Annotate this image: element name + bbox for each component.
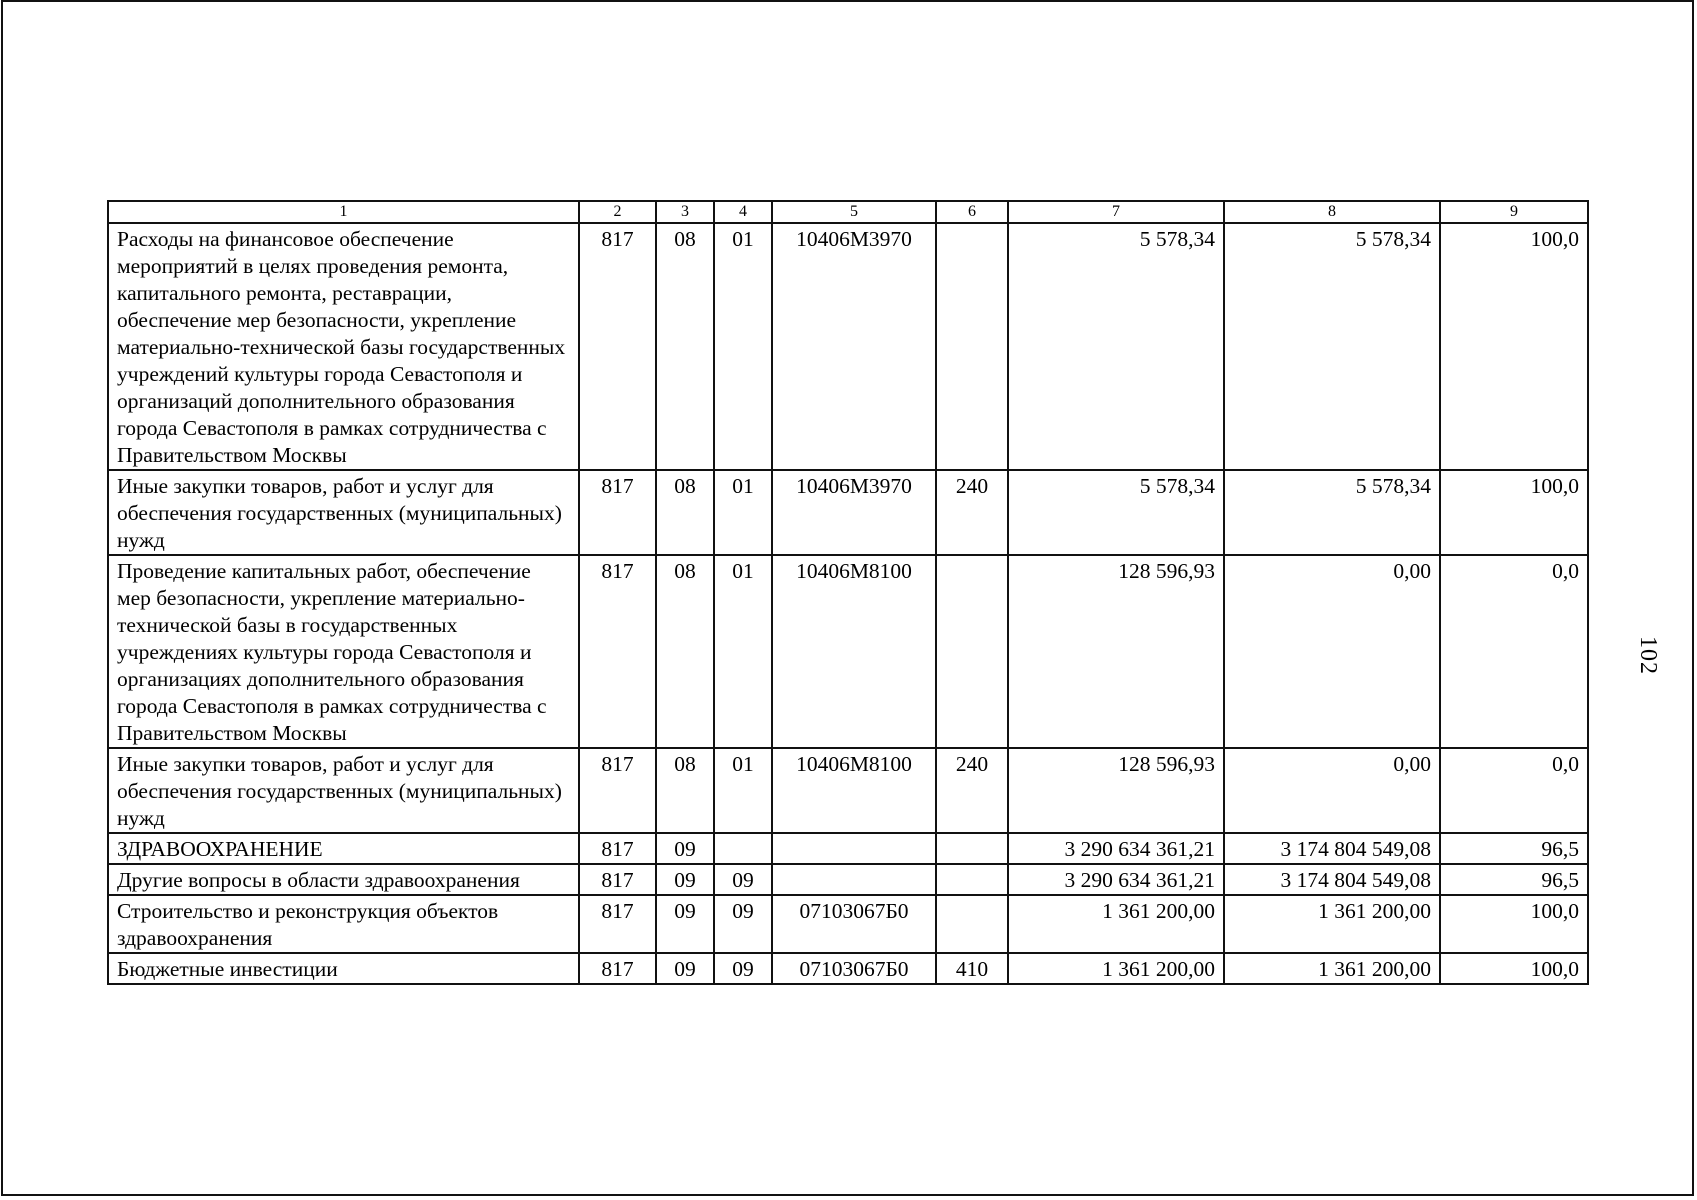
section-code: 08 xyxy=(656,470,714,555)
row-name: Другие вопросы в области здравоохранения xyxy=(108,864,579,895)
section-code: 08 xyxy=(656,748,714,833)
subsection-code: 09 xyxy=(714,953,772,984)
row-name: Иные закупки товаров, работ и услуг для обеспечения государственных (муниципальных) нужд xyxy=(108,470,579,555)
target-article-code xyxy=(772,833,936,864)
column-number: 6 xyxy=(936,201,1008,223)
ved-code: 817 xyxy=(579,864,656,895)
section-code: 09 xyxy=(656,895,714,953)
target-article-code: 10406М8100 xyxy=(772,748,936,833)
section-code: 08 xyxy=(656,223,714,470)
plan-amount: 128 596,93 xyxy=(1008,748,1224,833)
plan-amount: 5 578,34 xyxy=(1008,223,1224,470)
target-article-code xyxy=(772,864,936,895)
section-code: 09 xyxy=(656,833,714,864)
ved-code: 817 xyxy=(579,833,656,864)
plan-amount: 3 290 634 361,21 xyxy=(1008,864,1224,895)
table-row xyxy=(108,833,1588,864)
row-name: Иные закупки товаров, работ и услуг для обеспечения государственных (муниципальных) нужд xyxy=(108,748,579,833)
target-article-code: 10406М8100 xyxy=(772,555,936,748)
subsection-code xyxy=(714,833,772,864)
execution-percent: 100,0 xyxy=(1440,953,1588,984)
row-name: Бюджетные инвестиции xyxy=(108,953,579,984)
ved-code: 817 xyxy=(579,555,656,748)
column-number: 7 xyxy=(1008,201,1224,223)
expense-type-code xyxy=(936,555,1008,748)
row-name: Проведение капитальных работ, обеспечение мер безопасности, укрепление материально-технической базы в государственных учреждениях культуры города Севастополя и организациях дополнительного образования города Севастополя в рамках сотрудничества с Правительством Москвы xyxy=(108,555,579,748)
execution-percent: 100,0 xyxy=(1440,895,1588,953)
execution-percent: 96,5 xyxy=(1440,833,1588,864)
table-row xyxy=(108,895,1588,953)
column-number-row xyxy=(108,201,1588,223)
row-name: Строительство и реконструкция объектов здравоохранения xyxy=(108,895,579,953)
expense-type-code: 410 xyxy=(936,953,1008,984)
ved-code: 817 xyxy=(579,223,656,470)
expense-type-code xyxy=(936,833,1008,864)
subsection-code: 01 xyxy=(714,555,772,748)
section-code: 09 xyxy=(656,864,714,895)
execution-percent: 96,5 xyxy=(1440,864,1588,895)
target-article-code: 07103067Б0 xyxy=(772,895,936,953)
execution-percent: 0,0 xyxy=(1440,555,1588,748)
subsection-code: 01 xyxy=(714,223,772,470)
ved-code: 817 xyxy=(579,953,656,984)
page-number: 102 xyxy=(1635,636,1661,675)
fact-amount: 1 361 200,00 xyxy=(1224,895,1440,953)
expense-type-code xyxy=(936,223,1008,470)
table-row xyxy=(108,953,1588,984)
column-number: 5 xyxy=(772,201,936,223)
execution-percent: 100,0 xyxy=(1440,470,1588,555)
ved-code: 817 xyxy=(579,748,656,833)
fact-amount: 5 578,34 xyxy=(1224,223,1440,470)
plan-amount: 1 361 200,00 xyxy=(1008,953,1224,984)
section-code: 09 xyxy=(656,953,714,984)
section-code: 08 xyxy=(656,555,714,748)
table-row xyxy=(108,223,1588,470)
plan-amount: 1 361 200,00 xyxy=(1008,895,1224,953)
target-article-code: 07103067Б0 xyxy=(772,953,936,984)
plan-amount: 3 290 634 361,21 xyxy=(1008,833,1224,864)
budget-table xyxy=(107,200,1589,985)
column-number: 4 xyxy=(714,201,772,223)
fact-amount: 0,00 xyxy=(1224,555,1440,748)
row-name: ЗДРАВООХРАНЕНИЕ xyxy=(108,833,579,864)
column-number: 8 xyxy=(1224,201,1440,223)
target-article-code: 10406М3970 xyxy=(772,223,936,470)
subsection-code: 01 xyxy=(714,470,772,555)
column-number: 1 xyxy=(108,201,579,223)
fact-amount: 3 174 804 549,08 xyxy=(1224,833,1440,864)
table-row xyxy=(108,470,1588,555)
expense-type-code: 240 xyxy=(936,748,1008,833)
column-number: 2 xyxy=(579,201,656,223)
subsection-code: 09 xyxy=(714,895,772,953)
ved-code: 817 xyxy=(579,470,656,555)
target-article-code: 10406М3970 xyxy=(772,470,936,555)
expense-type-code xyxy=(936,864,1008,895)
column-number: 3 xyxy=(656,201,714,223)
fact-amount: 1 361 200,00 xyxy=(1224,953,1440,984)
fact-amount: 0,00 xyxy=(1224,748,1440,833)
subsection-code: 01 xyxy=(714,748,772,833)
expense-type-code xyxy=(936,895,1008,953)
execution-percent: 100,0 xyxy=(1440,223,1588,470)
fact-amount: 3 174 804 549,08 xyxy=(1224,864,1440,895)
plan-amount: 128 596,93 xyxy=(1008,555,1224,748)
fact-amount: 5 578,34 xyxy=(1224,470,1440,555)
column-number: 9 xyxy=(1440,201,1588,223)
subsection-code: 09 xyxy=(714,864,772,895)
expense-type-code: 240 xyxy=(936,470,1008,555)
table-row xyxy=(108,864,1588,895)
execution-percent: 0,0 xyxy=(1440,748,1588,833)
ved-code: 817 xyxy=(579,895,656,953)
table-row xyxy=(108,748,1588,833)
table-row xyxy=(108,555,1588,748)
plan-amount: 5 578,34 xyxy=(1008,470,1224,555)
row-name: Расходы на финансовое обеспечение мероприятий в целях проведения ремонта, капитального ремонта, реставрации, обеспечение мер безопасности, укрепление материально-технической базы государственных учреждений культуры города Севастополя и организаций дополнительного образования города Севастополя в рамках сотрудничества с Правительством Москвы xyxy=(108,223,579,470)
